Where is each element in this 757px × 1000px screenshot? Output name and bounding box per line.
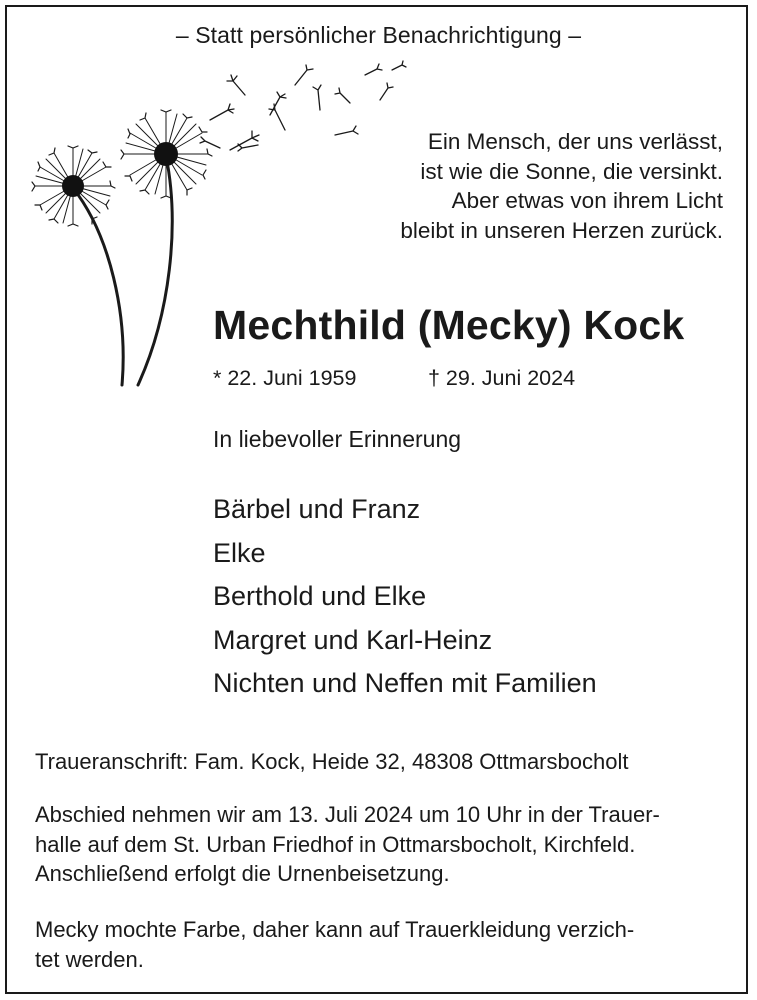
mourner: Berthold und Elke (213, 581, 427, 611)
birth-date: * 22. Juni 1959 (213, 366, 357, 390)
poem-line: Ein Mensch, der uns verlässt, (427, 129, 723, 154)
mourner: Elke (213, 537, 266, 568)
farewell-line: halle auf dem St. Urban Friedhof in Ottmarsbocholt, Kirchfeld. (35, 831, 636, 857)
poem-line: Aber etwas von ihrem Licht (451, 188, 723, 213)
mourning-address: Traueranschrift: Fam. Kock, Heide 32, 48308 Ottmarsbocholt (35, 749, 629, 774)
mourner: Margret und Karl-Heinz (213, 624, 493, 655)
life-dates (213, 366, 576, 391)
memory-line: In liebevoller Erinnerung (213, 426, 462, 452)
header-line: – Statt persönlicher Benachrichtigung – (175, 22, 582, 48)
mourner: Nichten und Neffen mit Familien (213, 668, 597, 698)
poem (400, 127, 723, 245)
farewell-line: Abschied nehmen wir am 13. Juli 2024 um 10 Uhr in der Trauer- (35, 802, 660, 827)
poem-line: bleibt in unseren Herzen zurück. (400, 217, 723, 243)
mourner: Bärbel und Franz (213, 494, 421, 524)
poem-line: ist wie die Sonne, die versinkt. (420, 158, 723, 184)
death-date: † 29. Juni 2024 (428, 366, 576, 390)
farewell-line: Anschließend erfolgt die Urnenbeisetzung. (35, 861, 450, 886)
note-line: Mecky mochte Farbe, daher kann auf Trauerkleidung verzich- (35, 917, 635, 942)
deceased-name: Mechthild (Mecky) Kock (213, 302, 685, 348)
note-paragraph (35, 915, 634, 974)
mourners-list (213, 488, 597, 706)
note-line: tet werden. (35, 946, 144, 972)
farewell-paragraph (35, 800, 660, 889)
